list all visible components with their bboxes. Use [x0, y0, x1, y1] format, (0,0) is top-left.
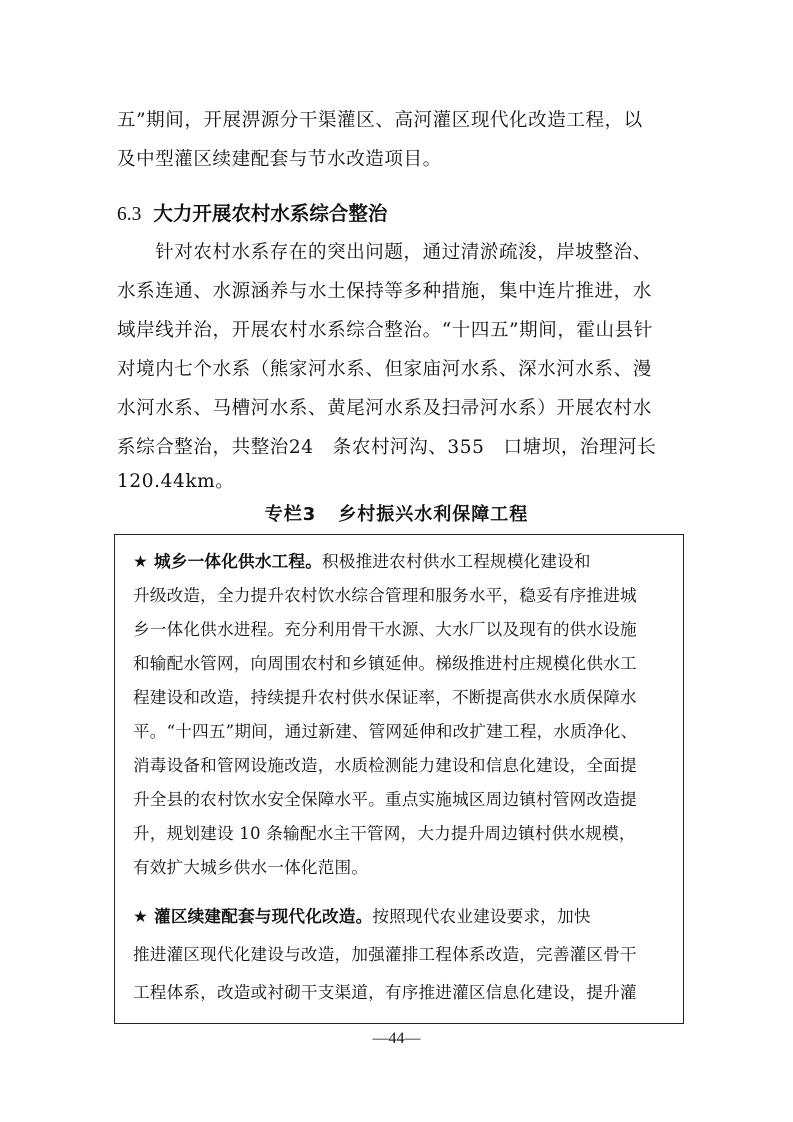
paragraph-line-6: 系综合整治，共整治24 条农村河沟、355 口塘坝，治理河长 [117, 437, 657, 458]
section-title: 大力开展农村水系综合整治 [153, 202, 388, 225]
item-1-heading: ★ 城乡一体化供水工程。 [133, 552, 322, 571]
intro-line-2: 及中型灌区续建配套与节水改造项目。 [117, 149, 442, 170]
item-2-line-2: 工程体系，改造或衬砌干支渠道，有序推进灌区信息化建设，提升灌 [133, 983, 637, 1002]
item-1-line-7: 升全县的农村饮水安全保障水平。重点实施城区周边镇村管网改造提 [133, 790, 637, 809]
item-1-line-2: 乡一体化供水进程。充分利用骨干水源、大水厂以及现有的供水设施 [133, 620, 637, 639]
column-box [114, 534, 684, 1024]
item-1-line-8: 升，规划建设 10 条输配水主干管网，大力提升周边镇村供水规模， [133, 824, 636, 843]
paragraph-line-7: 120.44km。 [117, 471, 235, 492]
item-1-line-4: 程建设和改造，持续提升农村供水保证率，不断提高供水水质保障水 [133, 688, 637, 707]
paragraph-line-5: 水河水系、马槽河水系、黄尾河水系及扫帚河水系）开展农村水 [117, 398, 652, 419]
section-heading [117, 198, 387, 226]
item-1-first-line [133, 548, 591, 572]
item-1-first-line-rest: 积极推进农村供水工程规模化建设和 [322, 552, 591, 571]
paragraph-line-2: 水系连通、水源涵养与水土保持等多种措施，集中连片推进，水 [117, 281, 652, 302]
column-label: 专栏3 [264, 504, 317, 525]
item-1-line-5: 平。“十四五”期间，通过新建、管网延伸和改扩建工程，水质净化、 [133, 722, 638, 741]
section-number: 6.3 [117, 204, 142, 225]
page-number: —44— [372, 1030, 421, 1047]
item-1-line-3: 和输配水管网，向周围农村和乡镇延伸。梯级推进村庄规模化供水工 [133, 654, 637, 673]
intro-line-1: 五”期间，开展淠源分干渠灌区、高河灌区现代化改造工程，以 [117, 110, 643, 131]
item-1-line-6: 消毒设备和管网设施改造，水质检测能力建设和信息化建设，全面提 [133, 756, 637, 775]
item-1-line-9: 有效扩大城乡供水一体化范围。 [133, 858, 369, 877]
item-1-line-1: 升级改造，全力提升农村饮水综合管理和服务水平，稳妥有序推进城 [133, 586, 637, 605]
item-2-first-line-rest: 按照现代农业建设要求，加快 [372, 907, 591, 926]
column-title-text: 乡村振兴水利保障工程 [338, 504, 529, 525]
item-2-heading: ★ 灌区续建配套与现代化改造。 [133, 907, 373, 926]
column-title [0, 500, 793, 526]
paragraph-line-4: 对境内七个水系（熊家河水系、但家庙河水系、深水河水系、漫 [117, 359, 652, 380]
item-2-first-line [133, 903, 591, 927]
paragraph-line-3: 域岸线并治，开展农村水系综合整治。“十四五”期间，霍山县针 [117, 320, 653, 341]
item-2-line-1: 推进灌区现代化建设与改造，加强灌排工程体系改造，完善灌区骨干 [133, 945, 637, 964]
paragraph-line-1: 针对农村水系存在的突出问题，通过清淤疏浚，岸坡整治、 [117, 242, 652, 263]
